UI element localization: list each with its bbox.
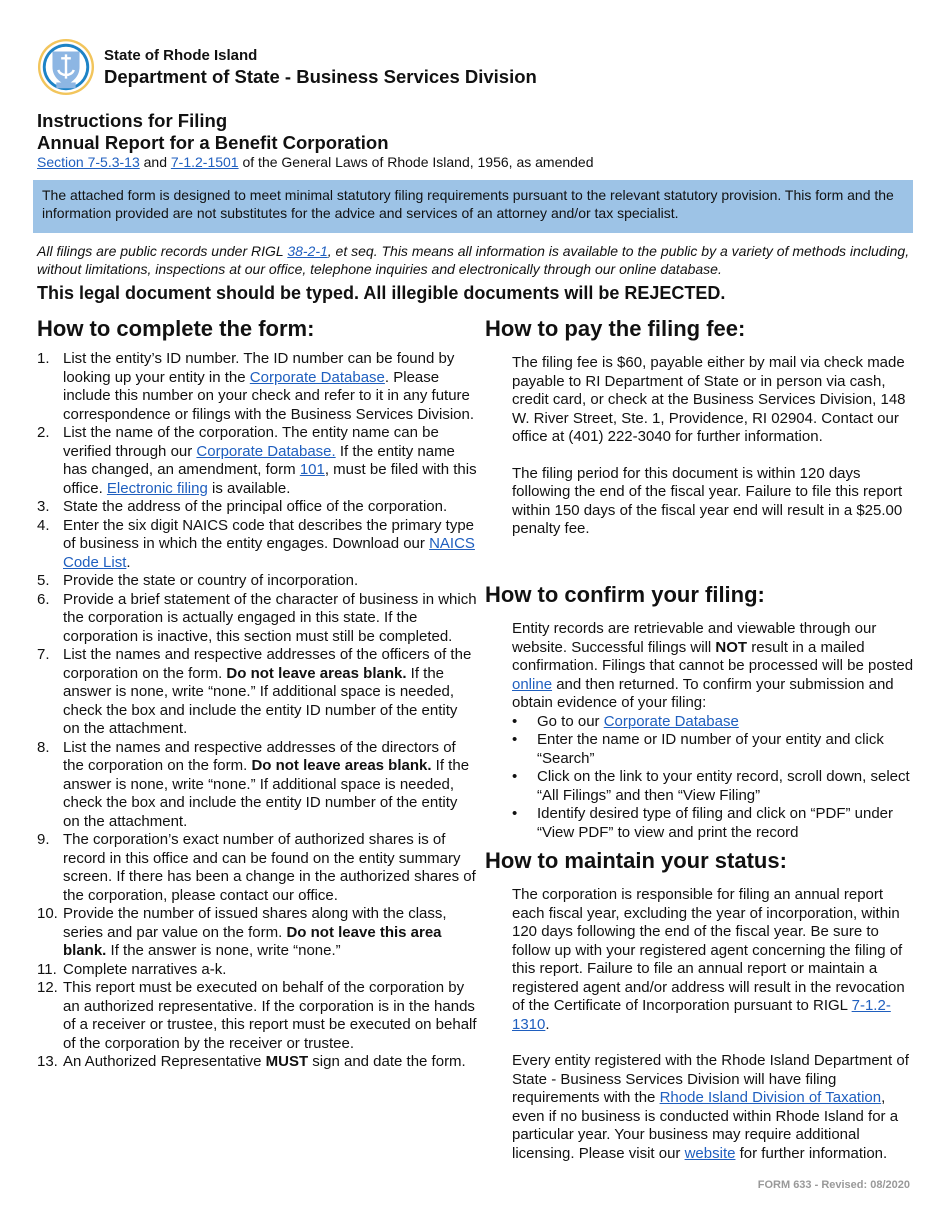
- complete-heading: How to complete the form:: [37, 316, 315, 341]
- doc-title: Instructions for Filing: [37, 110, 228, 131]
- bold-text: Do not leave this area blank.: [63, 923, 442, 959]
- item-number: 9.: [37, 831, 50, 848]
- state-seal-logo: [37, 38, 95, 96]
- instruction-item: [37, 591, 477, 647]
- bullet-icon: •: [512, 731, 518, 748]
- maintain-paragraph: [512, 1052, 915, 1163]
- bold-text: NOT: [715, 638, 748, 656]
- text: result in a mailed confirmation. Filings that cannot be processed will be posted: [512, 638, 914, 674]
- link[interactable]: Corporate Database: [249, 368, 385, 386]
- header: [37, 38, 537, 96]
- text: If the answer is none, write “none.” If additional space is needed, check the box and include the entity ID number of the entity on the attachment.: [63, 757, 470, 830]
- item-number: 7.: [37, 646, 50, 663]
- item-text: [63, 572, 358, 591]
- item-text: [63, 905, 477, 961]
- text: Provide the state or country of incorporation.: [63, 572, 359, 589]
- link[interactable]: Electronic filing: [106, 479, 208, 497]
- text: List the entity’s ID number. The ID number can be found by looking up your entity in the: [63, 350, 455, 386]
- pay-paragraph: [512, 465, 915, 539]
- text: for further information.: [735, 1144, 888, 1162]
- step-text: [537, 768, 915, 805]
- text: Provide the number of issued shares along with the class, series and par value on the form.: [63, 905, 447, 941]
- item-number: 3.: [37, 498, 50, 515]
- text: , et seq. This means all information is available to the public by a variety of methods including, without limitations, inspections at our office, telephone inquiries and electronically through our online database.: [37, 243, 910, 277]
- link[interactable]: 7-1.2-1310: [512, 997, 891, 1033]
- text: of the General Laws of Rhode Island, 1956, as amended: [238, 154, 594, 170]
- step-text: [537, 731, 915, 768]
- text: List the name of the corporation. The entity name can be verified through our: [63, 424, 439, 460]
- instructions-list: [37, 350, 477, 1072]
- text: , must be filed with this office.: [63, 461, 477, 497]
- text: . Please include this number on your check and refer to it in any future correspondence or filings with the Business Services Division.: [63, 368, 475, 423]
- instruction-item: [37, 572, 477, 591]
- confirm-step: [512, 713, 915, 732]
- item-number: 2.: [37, 424, 50, 441]
- text: The corporation’s exact number of authorized shares is of record in this office and can be found on the entity summary screen. If there has been a change in the authorized shares of the corporation, please contact our office.: [63, 831, 476, 904]
- instruction-item: [37, 517, 477, 573]
- text: All filings are public records under RIGL: [37, 243, 288, 259]
- item-text: [63, 831, 477, 905]
- text: The filing fee is $60, payable either by mail via check made payable to RI Department of State or in person via cash, credit card, or check at the Business Services Division, 148 W. River Street, Ste. 1, Providence, RI 02904. Contact our office at (401) 222-3040 for further information.: [512, 354, 906, 445]
- link[interactable]: website: [684, 1144, 736, 1162]
- link[interactable]: 7-1.2-1501: [170, 154, 239, 170]
- bullet-icon: •: [512, 805, 518, 822]
- intro: [37, 110, 917, 171]
- text: This report must be executed on behalf of the corporation by an authorized representative. If the corporation is in the hands of a receiver or trustee, this report must be executed on behalf of the corporation by the receiver or trustee.: [63, 979, 477, 1052]
- item-number: 10.: [37, 905, 58, 922]
- bullet-icon: •: [512, 768, 518, 785]
- link[interactable]: Section 7-5.3-13: [37, 154, 140, 170]
- item-text: [63, 646, 477, 739]
- text: Go to our: [537, 712, 604, 730]
- confirm-paragraph: [512, 620, 915, 713]
- text: Complete narratives a-k.: [63, 960, 227, 978]
- item-text: [63, 591, 477, 647]
- text: Identify desired type of filing and click on “PDF” under “View PDF” to view and print the record: [537, 805, 894, 841]
- item-number: 5.: [37, 572, 50, 589]
- item-text: [63, 350, 477, 424]
- item-number: 11.: [37, 960, 57, 978]
- instruction-item: [37, 905, 477, 961]
- instruction-item: [37, 498, 477, 517]
- link[interactable]: 101: [299, 461, 325, 478]
- text: and then returned. To confirm your submission and obtain evidence of your filing:: [512, 675, 894, 711]
- text: Enter the six digit NAICS code that describes the primary type of business in which the entity engages. Download our: [63, 516, 475, 552]
- text: An Authorized Representative: [63, 1053, 266, 1070]
- text: Every entity registered with the Rhode Island Department of State - Business Services Division will have filing requirements with the: [512, 1052, 909, 1106]
- text: List the names and respective addresses of the directors of the corporation on the form.: [63, 738, 456, 774]
- instruction-item: [37, 831, 477, 905]
- confirm-section: [485, 582, 915, 842]
- item-number: 1.: [37, 350, 50, 367]
- text: , even if no business is conducted within Rhode Island for a particular year. Your business may require additional licensing. Please visit our: [512, 1089, 899, 1162]
- text: Provide a brief statement of the character of business in which the corporation is actually engaged in this state. If the corporation is inactive, this section must still be completed.: [63, 590, 477, 645]
- text: The corporation is responsible for filing an annual report each fiscal year, excluding the year of incorporation, within 120 days following the end of the fiscal year. Be sure to follow up with your registered agent concerning the filing of this report. Failure to file an annual report or maintain a registered agent and/or address will result in the revocation of the Certificate of Incorporation pursuant to RIGL: [512, 886, 905, 1014]
- text: If the answer is none, write “none.”: [106, 942, 341, 959]
- text: Enter the name or ID number of your entity and click “Search”: [537, 731, 884, 767]
- link[interactable]: Corporate Database: [603, 712, 739, 730]
- department-name: Department of State - Business Services Division: [104, 66, 537, 87]
- item-text: [63, 961, 226, 980]
- bold-text: MUST: [265, 1053, 309, 1070]
- citation: [37, 154, 917, 171]
- confirm-steps: [485, 713, 915, 843]
- item-text: [63, 517, 477, 573]
- confirm-heading: How to confirm your filing:: [485, 582, 765, 607]
- instruction-item: [37, 739, 477, 832]
- item-number: 6.: [37, 590, 50, 608]
- bold-text: Do not leave areas blank.: [251, 757, 432, 774]
- instruction-item: [37, 424, 477, 498]
- text: .: [126, 553, 131, 571]
- bold-text: Do not leave areas blank.: [226, 664, 407, 682]
- bullet-icon: •: [512, 712, 518, 730]
- pay-paragraph: [512, 354, 915, 447]
- step-text: [537, 805, 915, 842]
- item-text: [63, 424, 477, 498]
- pay-section: [485, 316, 915, 557]
- pay-heading: How to pay the filing fee:: [485, 316, 746, 341]
- link[interactable]: 38-2-1: [287, 243, 328, 259]
- state-name: State of Rhode Island: [104, 47, 258, 64]
- maintain-section: [485, 848, 915, 1181]
- text: If the answer is none, write “none.” If additional space is needed, check the box and include the entity ID number of the entity on the attachment.: [63, 664, 458, 737]
- step-text: [537, 713, 739, 732]
- instruction-item: [37, 646, 477, 739]
- text: and: [139, 154, 171, 170]
- text: sign and date the form.: [308, 1053, 466, 1070]
- confirm-step: [512, 805, 915, 842]
- instruction-item: [37, 979, 477, 1053]
- item-number: 12.: [37, 979, 58, 996]
- item-text: [63, 979, 477, 1053]
- instruction-item: [37, 350, 477, 424]
- text: List the names and respective addresses of the officers of the corporation on the form.: [63, 646, 472, 682]
- text: is available.: [207, 479, 291, 497]
- link[interactable]: Corporate Database.: [196, 442, 336, 460]
- complete-section: [37, 316, 477, 1072]
- item-text: [63, 1053, 466, 1072]
- text: If the entity name has changed, an amendment, form: [63, 442, 455, 478]
- text: Click on the link to your entity record, scroll down, select “All Filings” and then “View Filing”: [537, 768, 910, 804]
- confirm-step: [512, 731, 915, 768]
- public-records-note: [37, 242, 917, 278]
- instruction-item: [37, 1053, 477, 1072]
- link[interactable]: NAICS Code List: [63, 535, 475, 571]
- text: The filing period for this document is within 120 days following the end of the fiscal year. Failure to file this report within 150 days of the fiscal year end will result in a $25.00 penalty fee.: [512, 464, 903, 537]
- text: Entity records are retrievable and viewable through our website. Successful filings will: [512, 620, 877, 656]
- item-number: 13.: [37, 1053, 58, 1070]
- confirm-step: [512, 768, 915, 805]
- instruction-item: [37, 961, 477, 980]
- item-number: 4.: [37, 516, 50, 534]
- typed-warning: This legal document should be typed. All illegible documents will be REJECTED.: [37, 283, 726, 303]
- maintain-paragraph: [512, 886, 915, 1034]
- item-text: [63, 498, 447, 517]
- text: .: [545, 1015, 550, 1033]
- notice-box: The attached form is designed to meet minimal statutory filing requirements pursuant to the relevant statutory provision. This form and the information provided are not substitutes for the advice and services of an attorney and/or tax specialist.: [33, 180, 913, 233]
- item-number: 8.: [37, 738, 50, 756]
- maintain-heading: How to maintain your status:: [485, 848, 787, 873]
- text: State the address of the principal office of the corporation.: [63, 498, 448, 515]
- form-number: FORM 633 - Revised: 08/2020: [757, 1179, 910, 1191]
- link[interactable]: online: [512, 675, 553, 693]
- item-text: [63, 739, 477, 832]
- doc-subtitle: Annual Report for a Benefit Corporation: [37, 132, 389, 153]
- link[interactable]: Rhode Island Division of Taxation: [659, 1089, 882, 1106]
